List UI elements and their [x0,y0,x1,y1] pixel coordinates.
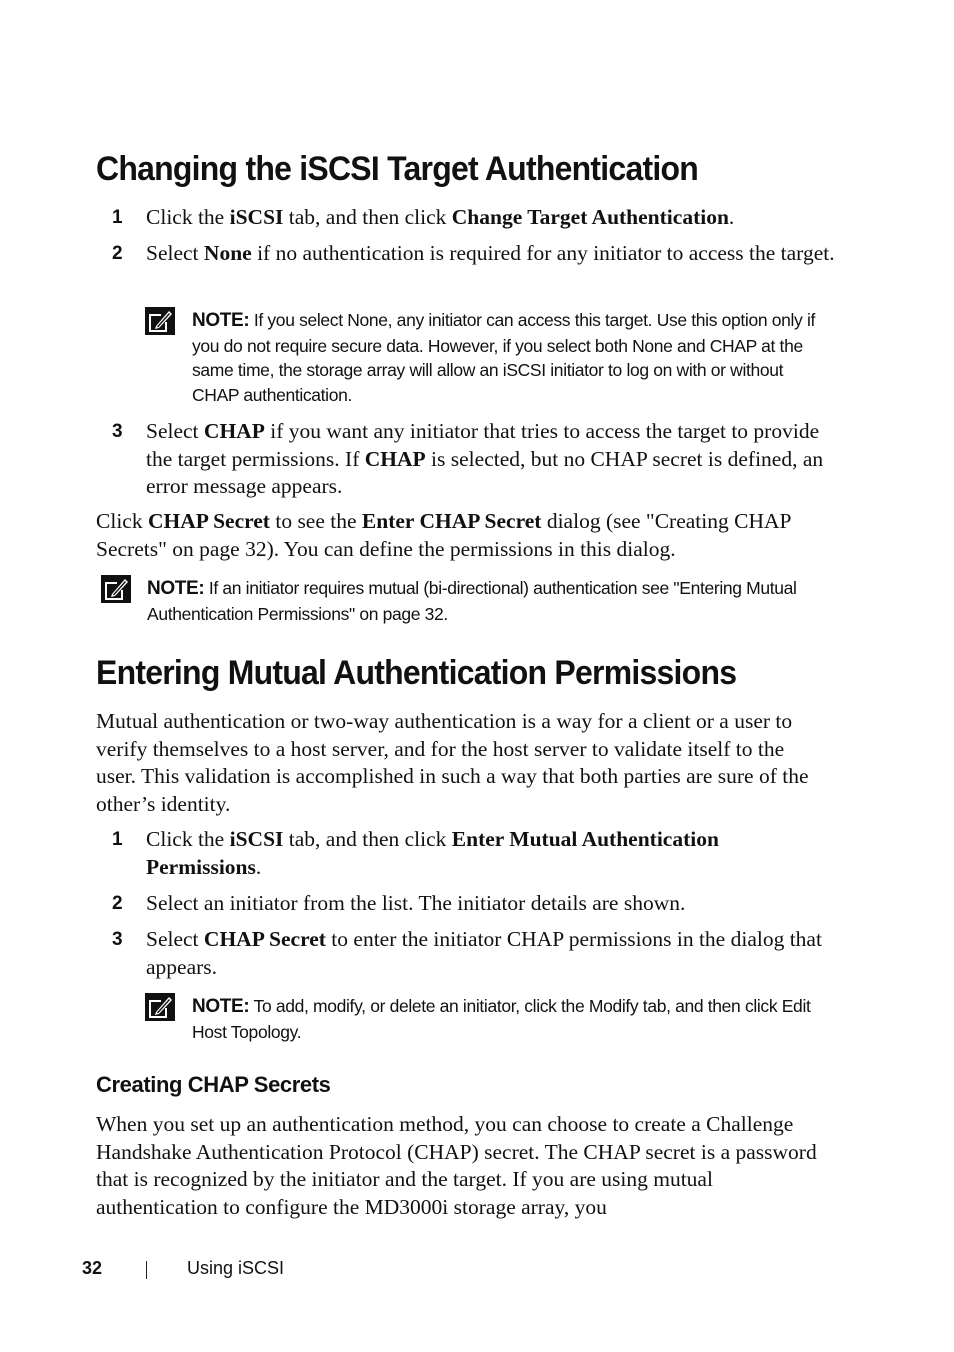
note-pencil-icon [101,575,131,603]
footer-divider [146,1261,147,1279]
subsection-heading-chap-secrets: Creating CHAP Secrets [96,1072,331,1097]
step-text: Select None if no authentication is required for any initiator to access the target. [146,241,835,265]
step-number: 2 [112,893,123,914]
step-text: Click the iSCSI tab, and then click Change Target Authentication. [146,205,735,229]
body-paragraph: When you set up an authentication method, you can choose to create a Challenge Handshake Authentication Protocol (CHAP) secret. The CHAP secret is a password that is recognized by the initiator and the target. If you are using mutual authentication to configure the MD3000i storage array, you [96,1112,817,1219]
section-heading-target-auth: Changing the iSCSI Target Authentication [96,150,699,188]
step-text: Select an initiator from the list. The initiator details are shown. [146,891,686,915]
step-number: 3 [112,929,123,950]
footer-section-title: Using iSCSI [187,1258,285,1278]
note-pencil-icon [145,307,175,335]
step-number: 1 [112,207,123,228]
step-number: 1 [112,829,123,850]
note-mutual-auth: NOTE: If an initiator requires mutual (bi-directional) authentication see "Entering Mutual Authentication Permissions" on page 32. [147,578,797,624]
step-number: 2 [112,243,123,264]
note-pencil-icon [145,993,175,1021]
body-paragraph: Mutual authentication or two-way authentication is a way for a client or a user to verify themselves to a host server, and for the host server to validate itself to the user. This validation is accomplished in such a way that both parties are sure of the other’s identity. [96,709,809,816]
section-heading-mutual-auth: Entering Mutual Authentication Permissions [96,654,737,692]
step-text: Select CHAP if you want any initiator that tries to access the target to provide the target permissions. If CHAP is selected, but no CHAP secret is defined, an error message appears. [146,419,824,498]
note-none-chap: NOTE: If you select None, any initiator can access this target. Use this option only if you do not require secure data. However, if you select both None and CHAP at the same time, the storage array will allow an iSCSI initiator to log on with or without CHAP authentication. [192,310,815,406]
step-text: Click the iSCSI tab, and then click Enter Mutual Authentication Permissions. [146,827,719,879]
page-number: 32 [82,1258,103,1278]
step-text: Select CHAP Secret to enter the initiator CHAP permissions in the dialog that appears. [146,927,822,979]
step-number: 3 [112,421,123,442]
body-paragraph: Click CHAP Secret to see the Enter CHAP Secret dialog (see "Creating CHAP Secrets" on page 32). You can define the permissions in this dialog. [96,509,791,561]
note-edit-topology: NOTE: To add, modify, or delete an initiator, click the Modify tab, and then click Edit Host Topology. [192,996,811,1042]
